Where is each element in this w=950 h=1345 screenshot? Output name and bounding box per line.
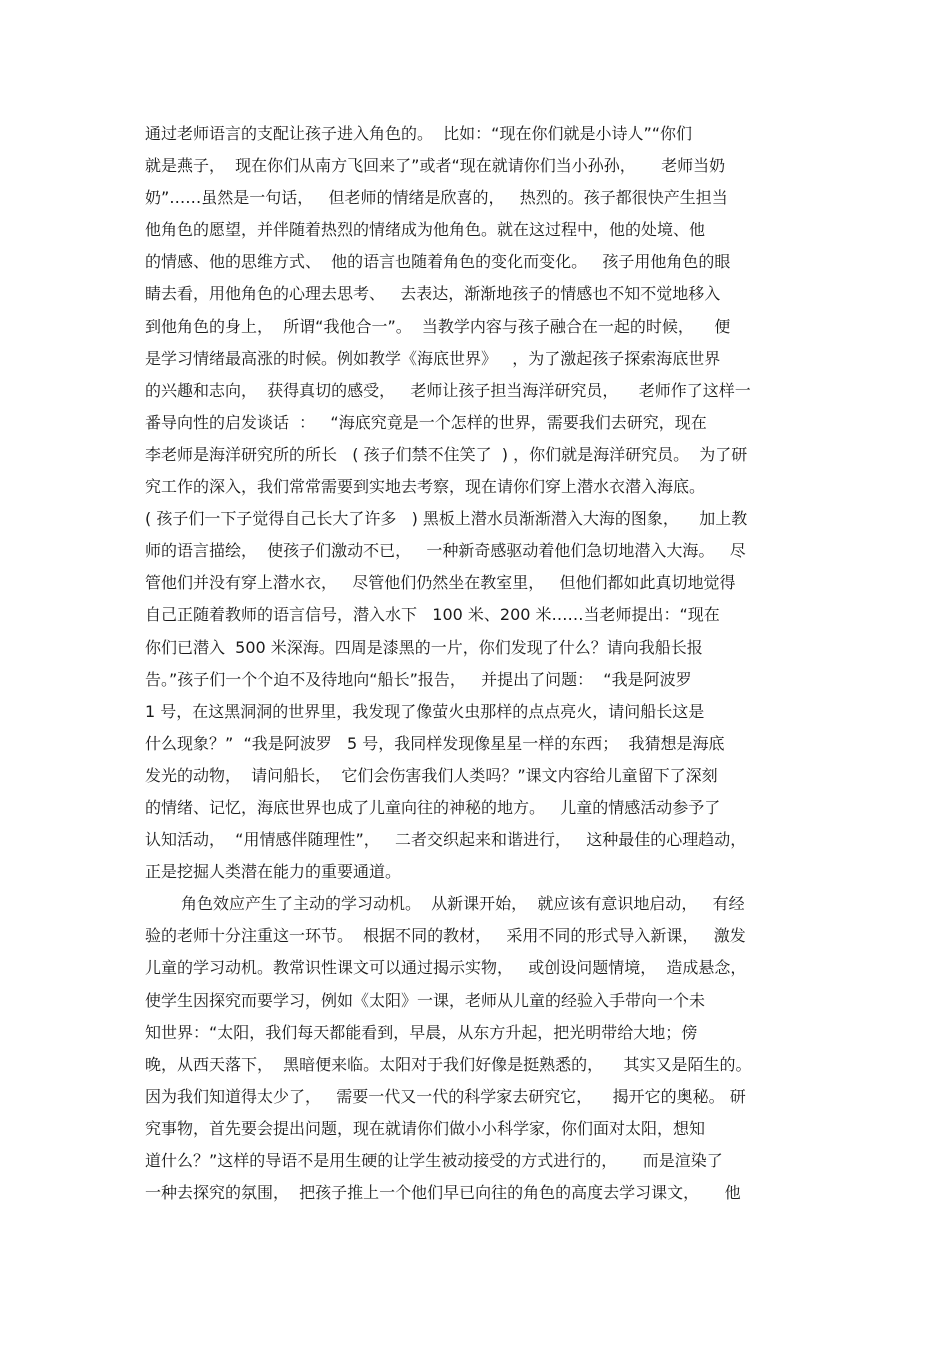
text-line: 因为我们知道得太少了， 需要一代又一代的科学家去研究它， 揭开它的奥秘。 研 <box>145 1086 746 1106</box>
text-line: 验的老师十分注重这一环节。 根据不同的教材， 采用不同的形式导入新课， 激发 <box>145 926 746 946</box>
text-line: 的情感、他的思维方式、 他的语言也随着角色的变化而变化。 孩子用他角色的眼 <box>145 252 731 272</box>
text-line: 正是挖掘人类潜在能力的重要通道。 <box>145 862 402 882</box>
text-line: 儿童的学习动机。教常识性课文可以通过揭示实物， 或创设问题情境， 造成悬念， <box>145 958 747 978</box>
text-line: 告。”孩子们一个个迫不及待地向“船长”报告， 并提出了问题： “我是阿波罗 <box>145 669 692 689</box>
text-line: 李老师是海洋研究所的所长 ( 孩子们禁不住笑了 ) ，你们就是海洋研究员。 为了研 <box>145 444 748 464</box>
text-line: ( 孩子们一下子觉得自己长大了许多 ) 黑板上潜水员渐渐潜入大海的图象， 加上教 <box>145 509 748 529</box>
text-line: 通过老师语言的支配让孩子进入角色的。 比如：“现在你们就是小诗人”“你们 <box>145 124 693 143</box>
text-line: 一种去探究的氛围， 把孩子推上一个他们早已向往的角色的高度去学习课文， 他 <box>145 1183 741 1203</box>
text-line: 使学生因探究而要学习，例如《太阳》一课，老师从儿童的经验入手带向一个未 <box>145 990 706 1010</box>
text-line: 什么现象？” “我是阿波罗 5 号，我同样发现像星星一样的东西； 我猜想是海底 <box>145 733 725 753</box>
text-line: 的情绪、记忆，海底世界也成了儿童向往的神秘的地方。 儿童的情感活动参予了 <box>145 797 721 817</box>
text-line: 管他们并没有穿上潜水衣， 尽管他们仍然坐在教室里， 但他们都如此真切地觉得 <box>145 573 736 593</box>
text-line: 晚，从西天落下， 黑暗便来临。太阳对于我们好像是挺熟悉的， 其实又是陌生的。 <box>145 1054 752 1074</box>
text-line: 的兴趣和志向， 获得真切的感受， 老师让孩子担当海洋研究员， 老师作了这样一 <box>145 380 751 400</box>
paragraph-start-line: 角色效应产生了主动的学习动机。 从新课开始， 就应该有意识地启动， 有经 <box>181 894 745 914</box>
text-line: 番导向性的启发谈话 ： “海底究竟是一个怎样的世界，需要我们去研究，现在 <box>145 412 707 432</box>
text-line: 究工作的深入，我们常常需要到实地去考察，现在请你们穿上潜水衣潜入海底。 <box>145 477 706 497</box>
text-line: 知世界：“太阳，我们每天都能看到，早晨，从东方升起，把光明带给大地；傍 <box>145 1022 698 1042</box>
text-line: 奶”……虽然是一句话， 但老师的情绪是欣喜的， 热烈的。孩子都很快产生担当 <box>145 188 728 208</box>
text-line: 你们已潜入 500 米深海。四周是漆黑的一片，你们发现了什么？请向我船长报 <box>145 637 703 657</box>
text-line: 道什么？”这样的导语不是用生硬的让学生被动接受的方式进行的， 而是渲染了 <box>145 1151 723 1170</box>
text-line: 睛去看，用他角色的心理去思考、 去表达，渐渐地孩子的情感也不知不觉地移入 <box>145 284 721 304</box>
text-line: 是学习情绪最高涨的时候。例如教学《海底世界》 ，为了激起孩子探索海底世界 <box>145 348 721 368</box>
text-line: 发光的动物， 请问船长， 它们会伤害我们人类吗？”课文内容给儿童留下了深刻 <box>145 765 718 785</box>
text-line: 就是燕子， 现在你们从南方飞回来了”或者“现在就请你们当小孙孙， 老师当奶 <box>145 156 726 176</box>
text-line: 1 号，在这黑洞洞的世界里，我发现了像萤火虫那样的点点亮火，请问船长这是 <box>145 701 705 721</box>
text-line: 师的语言描绘， 使孩子们激动不已， 一种新奇感驱动着他们急切地潜入大海。 尽 <box>145 541 746 561</box>
body-text <box>145 118 810 1209</box>
text-line: 他角色的愿望，并伴随着热烈的情绪成为他角色。就在这过程中，他的处境、他 <box>145 220 706 240</box>
text-line: 究事物，首先要会提出问题，现在就请你们做小小科学家，你们面对太阳，想知 <box>145 1118 706 1138</box>
text-line: 自己正随着教师的语言信号，潜入水下 100 米、200 米……当老师提出：“现在 <box>145 605 720 625</box>
text-line: 到他角色的身上， 所谓“我他合一”。 当教学内容与孩子融合在一起的时候， 便 <box>145 316 731 336</box>
text-line: 认知活动， “用情感伴随理性”， 二者交织起来和谐进行， 这种最佳的心理趋动， <box>145 830 747 850</box>
